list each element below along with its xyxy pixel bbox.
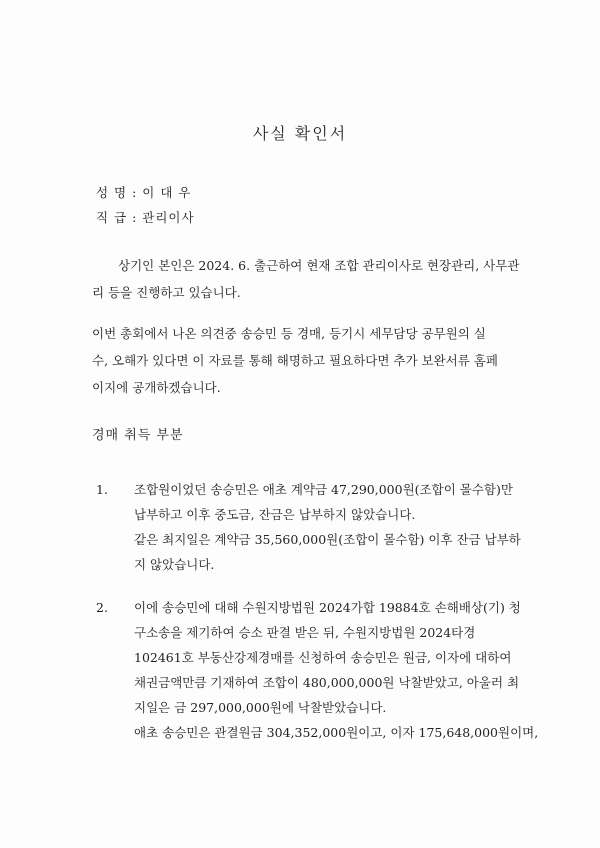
rank-field: 직 급 : 관리이사 [96,210,195,225]
paragraph-line: 이번 총회에서 나온 의견중 송승민 등 경매, 등기시 세무담당 공무원의 실 [92,326,486,341]
list-item [134,477,524,577]
item-line: 구소송을 제기하여 승소 판결 받은 뒤, 수원지방법원 2024타경 [134,625,476,640]
item-line: 조합원이었던 송승민은 애초 계약금 47,290,000원(조합이 몰수함)만 [134,482,513,497]
paragraph-line: 상기인 본인은 2024. 6. 출근하여 현재 조합 관리이사로 현장관리, 사무관 [118,258,520,273]
item-line: 채권금액만큼 기재하여 조합이 480,000,000원 낙찰받았고, 아울러 최 [134,675,520,690]
item-line: 같은 최지일은 계약금 35,560,000원(조합이 몰수함) 이후 잔금 납부하 [134,532,521,547]
item-number: 2. [96,600,108,615]
paragraph-line: 수, 오해가 있다면 이 자료를 통해 해명하고 필요하다면 추가 보완서류 홈페 [92,353,498,368]
section-heading: 경매 취득 부분 [92,428,184,443]
item-line: 이에 송승민에 대해 수원지방법원 2024가합 19884호 손해배상(기) 청 [134,600,521,615]
item-line: 애초 송승민은 관결원금 304,352,000원이고, 이자 175,648,000원이며, [134,725,539,740]
paragraph-line: 이지에 공개하겠습니다. [92,380,221,395]
list-item [134,595,539,745]
item-line: 납부하고 이후 중도금, 잔금은 납부하지 않았습니다. [134,507,416,522]
paragraph-line: 리 등을 진행하고 있습니다. [92,285,241,300]
item-line: 지일은 금 297,000,000원에 낙찰받았습니다. [134,700,387,715]
notice-paragraph [92,320,512,401]
intro-paragraph [92,252,520,306]
item-line: 지 않았습니다. [134,557,215,572]
item-line: 102461호 부동산강제경매를 신청하여 송승민은 원금, 이자에 대하여 [134,650,512,665]
document-title: 사실 확인서 [252,124,348,143]
item-number: 1. [96,482,108,497]
name-field: 성 명 : 이 대 우 [96,185,192,200]
